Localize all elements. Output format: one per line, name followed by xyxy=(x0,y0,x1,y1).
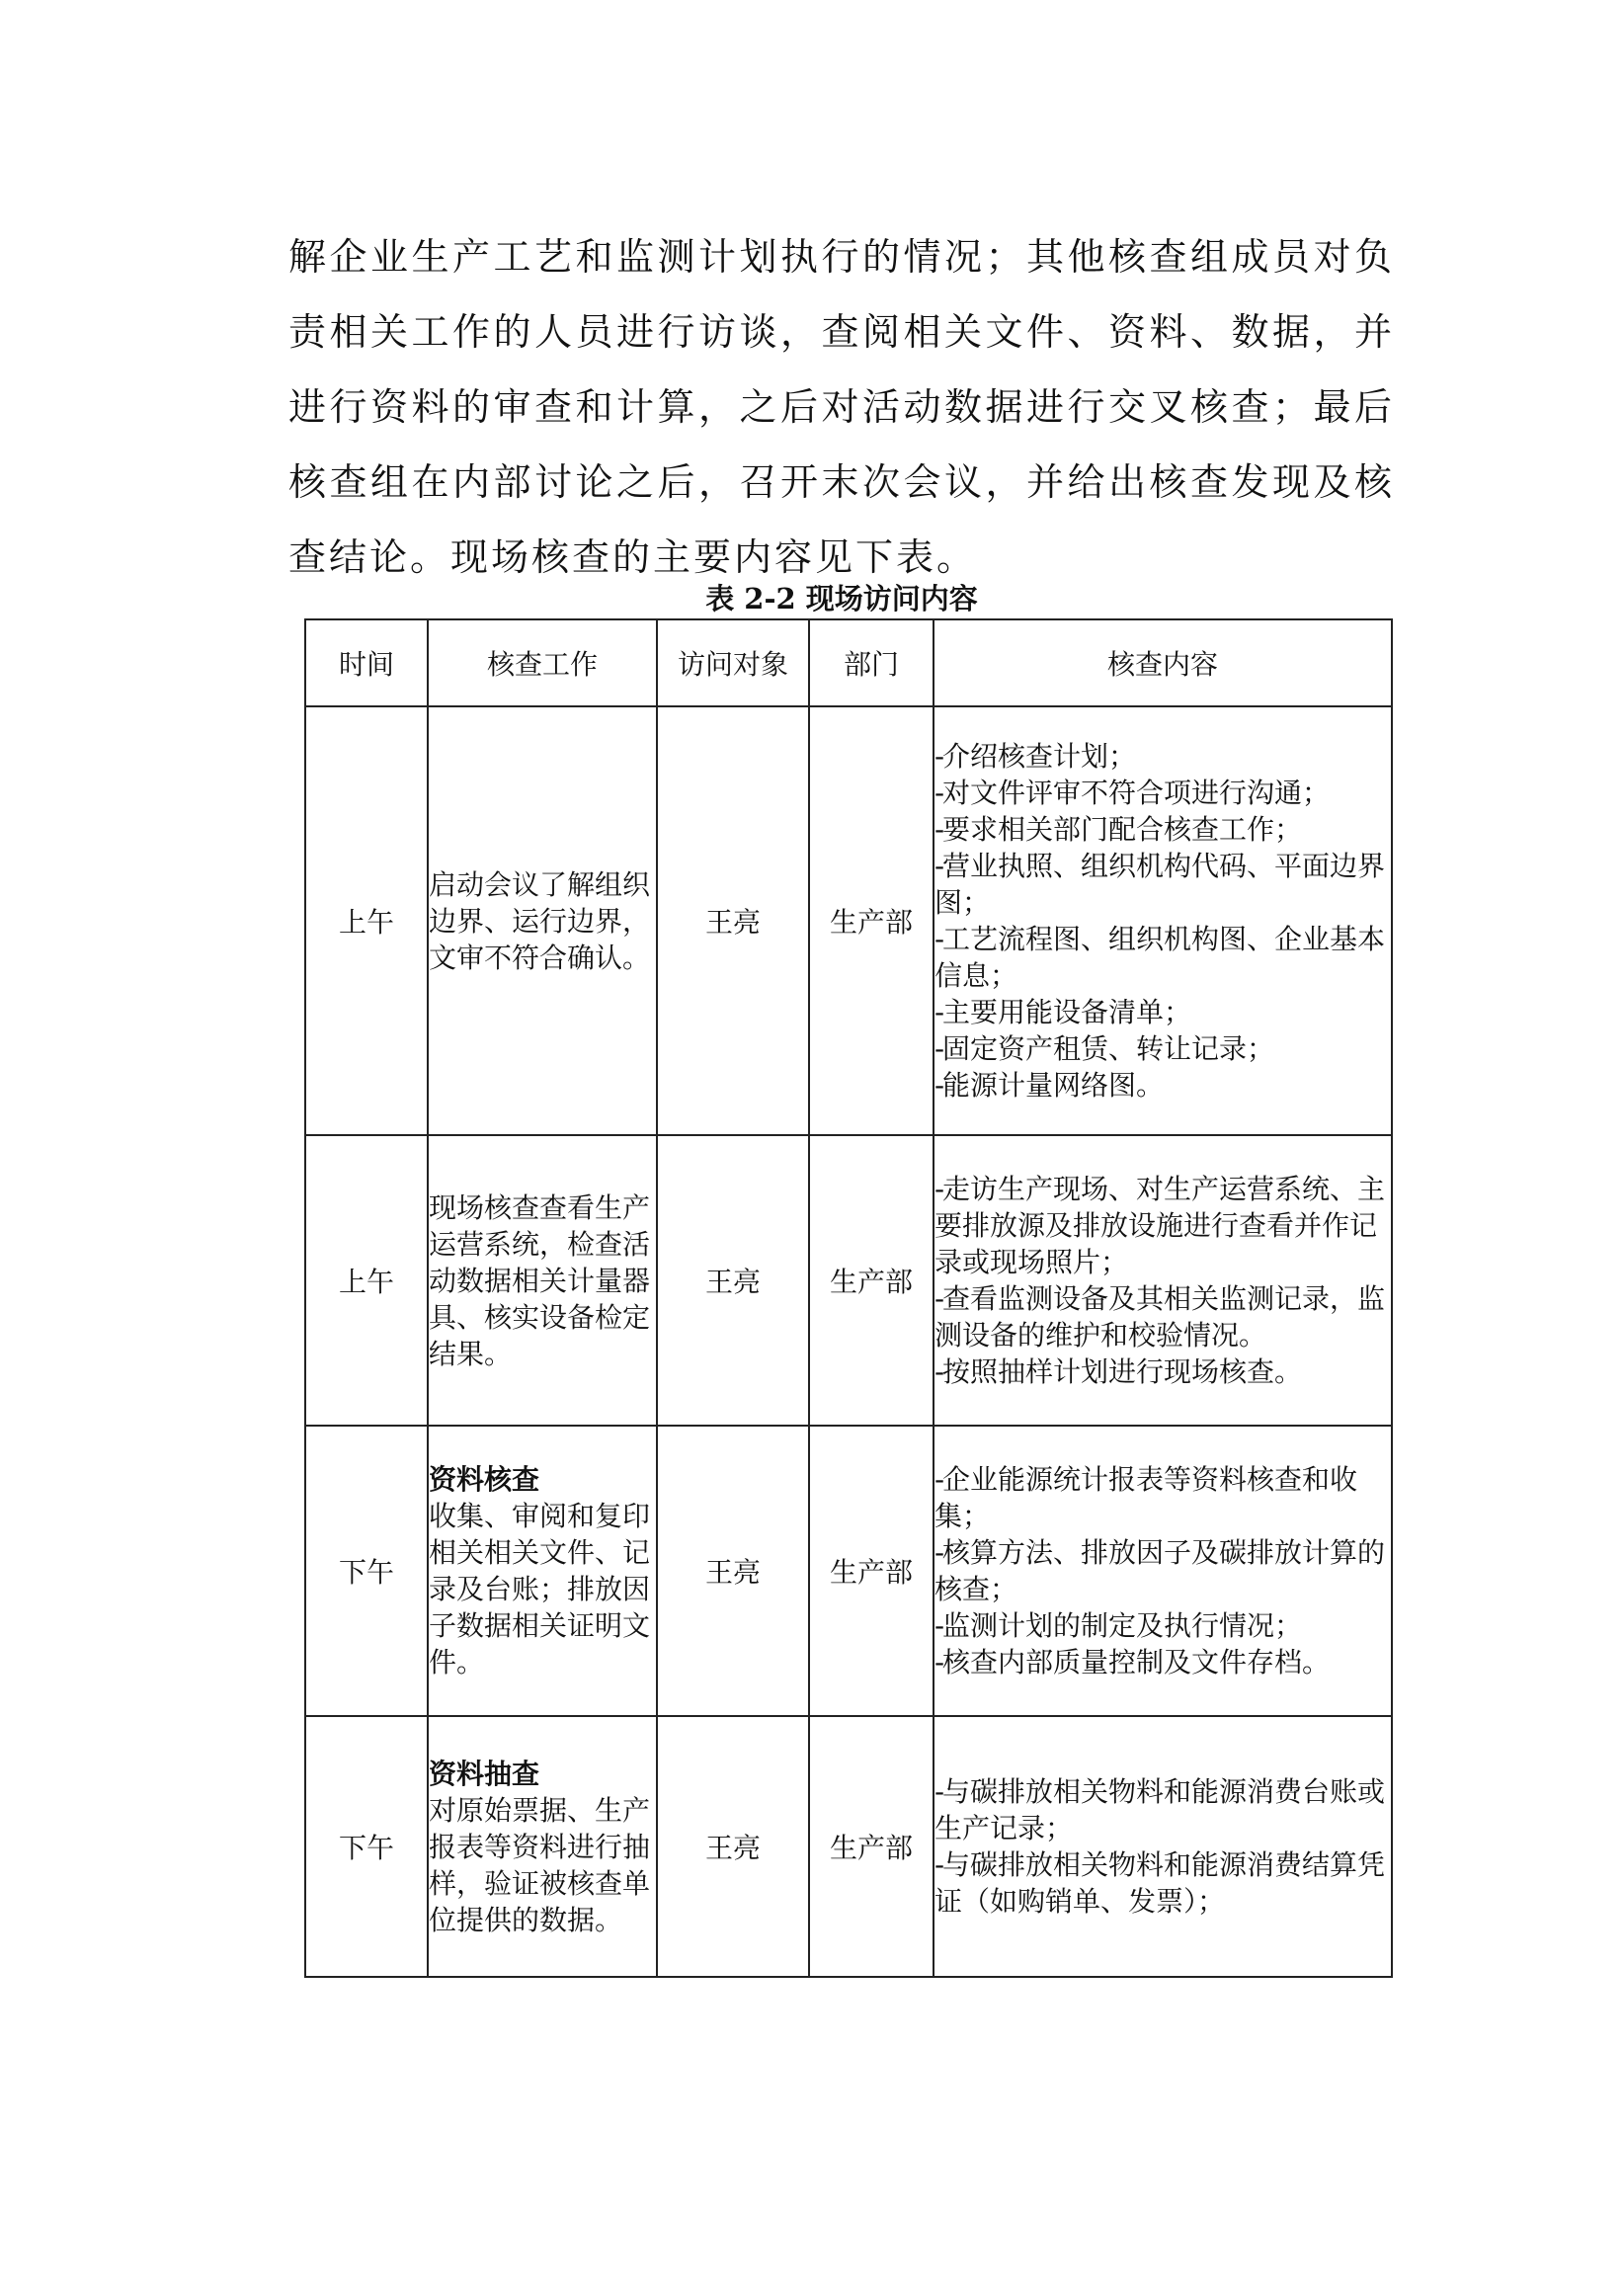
table-row xyxy=(305,1426,1392,1716)
cell-content xyxy=(934,1716,1392,1977)
content-item: -营业执照、组织机构代码、平面边界图； xyxy=(934,850,1386,919)
cell-content xyxy=(934,1426,1392,1716)
cell-time: 上午 xyxy=(305,706,428,1135)
content-item: -查看监测设备及其相关监测记录，监测设备的维护和校验情况。 xyxy=(934,1282,1386,1352)
content-item: -固定资产租赁、转让记录； xyxy=(934,1032,1275,1065)
content-item: -按照抽样计划进行现场核查。 xyxy=(934,1355,1303,1388)
content-item: -对文件评审不符合项进行沟通； xyxy=(934,777,1331,809)
header-person: 访问对象 xyxy=(657,619,809,706)
work-title: 资料核查 xyxy=(429,1463,540,1496)
work-text: 现场核查查看生产运营系统，检查活动数据相关计量器具、核实设备检定结果。 xyxy=(429,1190,651,1370)
cell-person: 王亮 xyxy=(657,1426,809,1716)
cell-person: 王亮 xyxy=(657,1716,809,1977)
work-title: 资料抽查 xyxy=(429,1757,540,1790)
content-item: -介绍核查计划； xyxy=(934,740,1137,773)
cell-dept: 生产部 xyxy=(809,1135,934,1426)
table-caption: 表 2-2 现场访问内容 xyxy=(705,582,978,615)
content-item: -与碳排放相关物料和能源消费结算凭证（如购销单、发票）； xyxy=(934,1848,1386,1918)
content-item: -能源计量网络图。 xyxy=(934,1069,1165,1102)
work-text: 对原始票据、生产报表等资料进行抽样，验证被核查单位提供的数据。 xyxy=(429,1793,651,1936)
cell-dept: 生产部 xyxy=(809,1426,934,1716)
cell-time: 下午 xyxy=(305,1426,428,1716)
table-row xyxy=(305,706,1392,1135)
site-visit-table xyxy=(304,618,1393,1978)
cell-content xyxy=(934,706,1392,1135)
header-content: 核查内容 xyxy=(934,619,1392,706)
table-header-row xyxy=(305,619,1392,706)
content-item: -企业能源统计报表等资料核查和收集； xyxy=(934,1463,1358,1532)
header-dept: 部门 xyxy=(809,619,934,706)
cell-time: 上午 xyxy=(305,1135,428,1426)
cell-work xyxy=(428,706,657,1135)
work-text: 收集、审阅和复印相关相关文件、记录及台账；排放因子数据相关证明文件。 xyxy=(429,1500,651,1679)
content-item: -监测计划的制定及执行情况； xyxy=(934,1609,1303,1642)
content-item: -核算方法、排放因子及碳排放计算的核查； xyxy=(934,1536,1386,1605)
content-item: -主要用能设备清单； xyxy=(934,996,1192,1028)
cell-work xyxy=(428,1135,657,1426)
cell-dept: 生产部 xyxy=(809,706,934,1135)
content-item: -与碳排放相关物料和能源消费台账或生产记录； xyxy=(934,1775,1386,1844)
content-item: -走访生产现场、对生产运营系统、主要排放源及排放设施进行查看并作记录或现场照片； xyxy=(934,1173,1386,1278)
header-time: 时间 xyxy=(305,619,428,706)
cell-time: 下午 xyxy=(305,1716,428,1977)
cell-work xyxy=(428,1716,657,1977)
cell-content xyxy=(934,1135,1392,1426)
work-text: 启动会议了解组织边界、运行边界，文审不符合确认。 xyxy=(429,867,651,974)
body-paragraph: 解企业生产工艺和监测计划执行的情况；其他核查组成员对负责相关工作的人员进行访谈，查阅相关文件、资料、数据，并进行资料的审查和计算，之后对活动数据进行交叉核查；最后核查组在内部讨论之后，召开末次会议，并给出核查发现及核查结论。现场核查的主要内容见下表。 xyxy=(288,235,1395,579)
table-row xyxy=(305,1135,1392,1426)
header-work: 核查工作 xyxy=(428,619,657,706)
cell-person: 王亮 xyxy=(657,1135,809,1426)
cell-work xyxy=(428,1426,657,1716)
cell-dept: 生产部 xyxy=(809,1716,934,1977)
content-item: -核查内部质量控制及文件存档。 xyxy=(934,1646,1331,1679)
content-item: -工艺流程图、组织机构图、企业基本信息； xyxy=(934,923,1386,992)
content-item: -要求相关部门配合核查工作； xyxy=(934,813,1303,846)
cell-person: 王亮 xyxy=(657,706,809,1135)
table-row xyxy=(305,1716,1392,1977)
